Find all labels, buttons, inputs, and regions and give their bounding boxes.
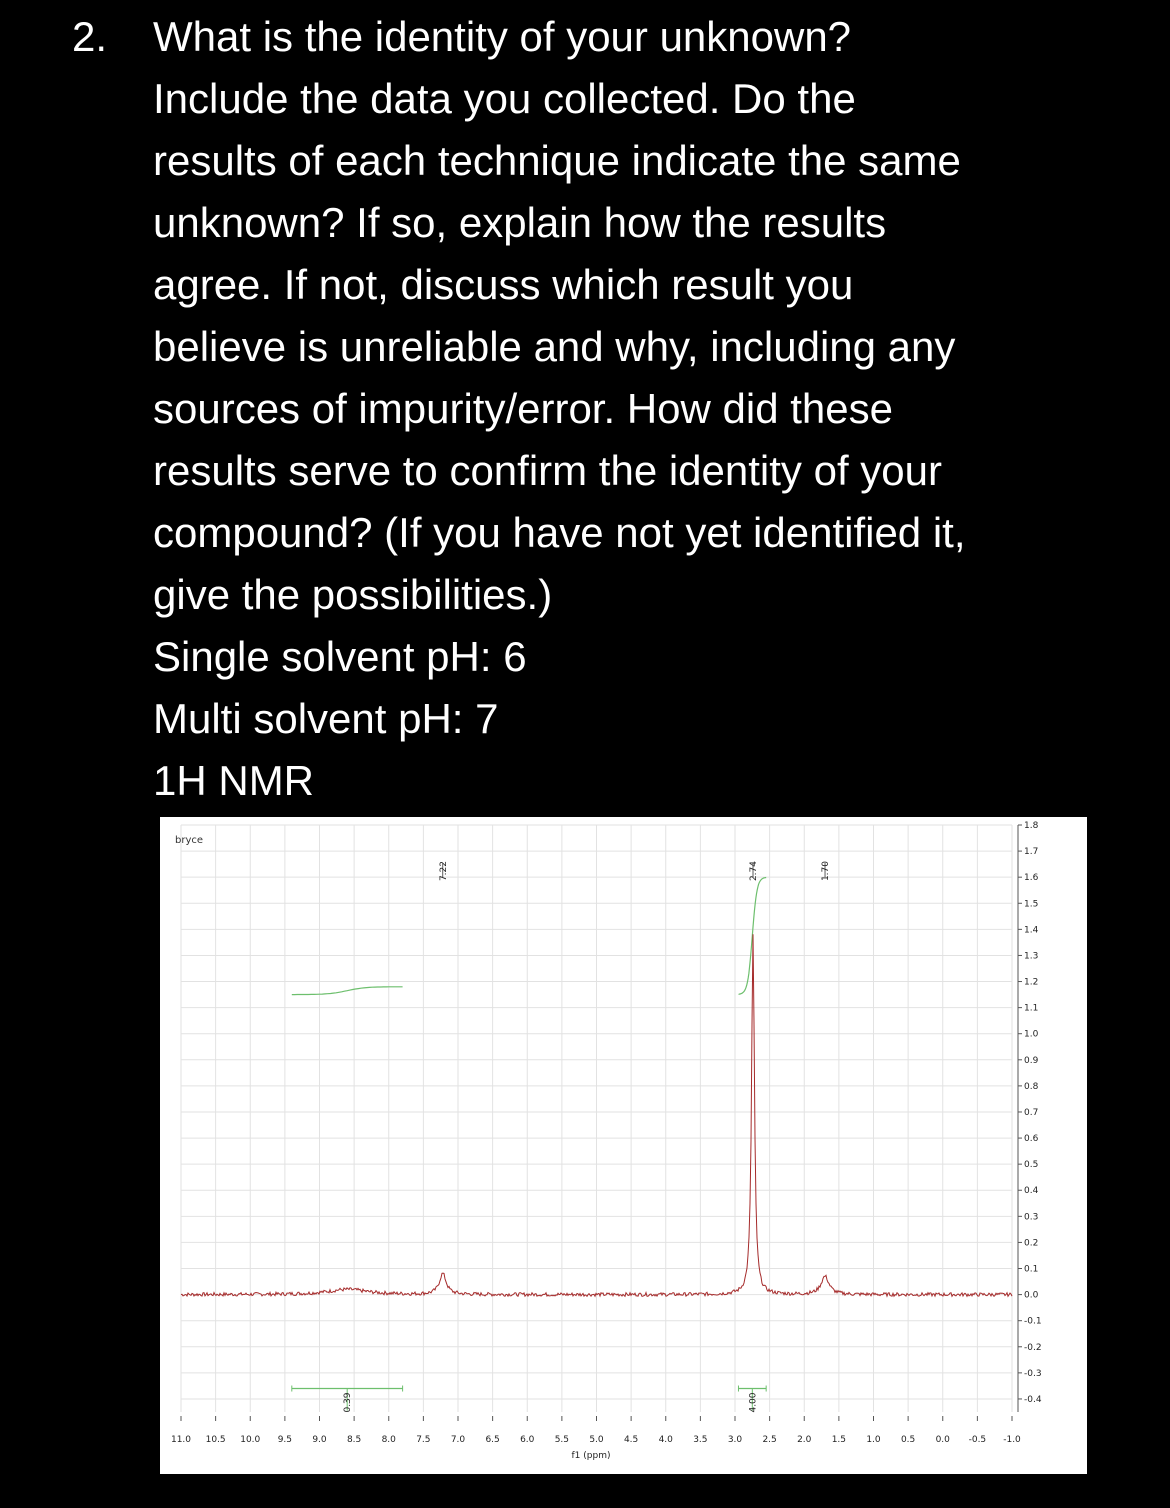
x-tick-label: 0.0 [935, 1435, 950, 1445]
peak-label: 1.70 [821, 861, 832, 882]
x-tick-label: 9.0 [312, 1435, 327, 1445]
x-tick-label: -0.5 [968, 1435, 987, 1445]
nmr-heading: 1H NMR [153, 757, 315, 804]
integral-layer [292, 878, 766, 1413]
y-tick-label: 1.7 [1024, 847, 1039, 858]
question-text [153, 6, 1143, 812]
integral-value: 0.39 [343, 1392, 354, 1413]
question-number: 2. [72, 13, 108, 60]
y-tick-label: 0.1 [1024, 1264, 1039, 1275]
y-tick-label: -0.1 [1024, 1316, 1042, 1327]
question-line: What is the identity of your unknown? [153, 13, 852, 60]
y-tick-label: 0.6 [1024, 1134, 1039, 1145]
sample-label: bryce [175, 835, 204, 846]
x-tick-label: -1.0 [1003, 1435, 1021, 1445]
x-tick-label: 9.5 [277, 1435, 293, 1445]
y-tick-label: 0.8 [1024, 1081, 1039, 1092]
x-tick-label: 5.0 [589, 1435, 604, 1445]
y-tick-label: -0.4 [1024, 1394, 1042, 1405]
y-tick-label: 1.4 [1024, 925, 1039, 936]
question-line: results serve to confirm the identity of your [153, 447, 942, 494]
y-tick-label: 0.9 [1024, 1055, 1039, 1066]
x-tick-label: 2.5 [762, 1435, 777, 1445]
y-tick-label: 1.2 [1024, 977, 1039, 988]
x-tick-label: 11.0 [170, 1435, 192, 1445]
question-line: results of each technique indicate the same [153, 137, 961, 184]
integral-value: 4.00 [748, 1392, 759, 1413]
integral-curve [292, 987, 403, 995]
peak-label-layer [439, 861, 831, 881]
x-tick-label: 4.0 [658, 1435, 673, 1445]
y-tick-label: 1.1 [1024, 1003, 1039, 1014]
y-tick-label: 0.2 [1024, 1238, 1039, 1249]
x-tick-label: 7.5 [416, 1435, 431, 1445]
x-tick-label: 7.0 [450, 1435, 466, 1445]
question-line: agree. If not, discuss which result you [153, 261, 854, 308]
x-tick-label: 6.0 [520, 1435, 535, 1445]
x-tick-label: 2.0 [797, 1435, 812, 1445]
nmr-spectrum-panel [160, 817, 1087, 1474]
x-tick-label: 0.5 [900, 1435, 916, 1445]
x-tick-label: 8.5 [346, 1435, 362, 1445]
x-tick-label: 6.5 [485, 1435, 500, 1445]
question-line: Include the data you collected. Do the [153, 75, 856, 122]
question-line: give the possibilities.) [153, 571, 553, 618]
y-axis [1018, 821, 1042, 1412]
peak-label: 7.22 [438, 861, 449, 882]
y-tick-label: 0.4 [1024, 1186, 1039, 1197]
y-tick-label: 0.0 [1024, 1290, 1039, 1301]
y-tick-label: 0.7 [1024, 1107, 1039, 1118]
y-tick-label: 1.0 [1024, 1029, 1039, 1040]
x-tick-label: 1.0 [866, 1435, 881, 1445]
y-tick-label: 1.3 [1024, 951, 1039, 962]
question-line: sources of impurity/error. How did these [153, 385, 893, 432]
x-tick-label: 10.0 [240, 1435, 261, 1445]
x-tick-label: 3.0 [727, 1435, 743, 1445]
multi-solvent-ph: Multi solvent pH: 7 [153, 695, 499, 742]
question-line: believe is unreliable and why, including any [153, 323, 956, 370]
y-tick-label: 1.6 [1024, 873, 1039, 884]
x-tick-label: 4.5 [623, 1435, 639, 1445]
y-tick-label: 1.5 [1024, 899, 1039, 910]
question-line: compound? (If you have not yet identified it, [153, 509, 966, 556]
y-tick-label: 0.5 [1024, 1160, 1039, 1171]
y-tick-label: 0.3 [1024, 1212, 1039, 1223]
x-tick-label: 8.0 [381, 1435, 396, 1445]
y-tick-label: -0.3 [1024, 1368, 1042, 1379]
y-tick-label: 1.8 [1024, 821, 1039, 831]
nmr-spectrum-chart [160, 817, 1087, 1474]
question-line: unknown? If so, explain how the results [153, 199, 887, 246]
x-tick-label: 1.5 [831, 1435, 847, 1445]
x-tick-label: 10.5 [205, 1435, 226, 1445]
y-tick-label: -0.2 [1024, 1342, 1042, 1353]
single-solvent-ph: Single solvent pH: 6 [153, 633, 527, 680]
x-axis-label: f1 (ppm) [571, 1451, 611, 1461]
x-tick-label: 3.5 [693, 1435, 708, 1445]
grid [181, 825, 1012, 1412]
x-axis [171, 1416, 1021, 1445]
x-tick-label: 5.5 [554, 1435, 570, 1445]
peak-label: 2.74 [749, 861, 760, 882]
